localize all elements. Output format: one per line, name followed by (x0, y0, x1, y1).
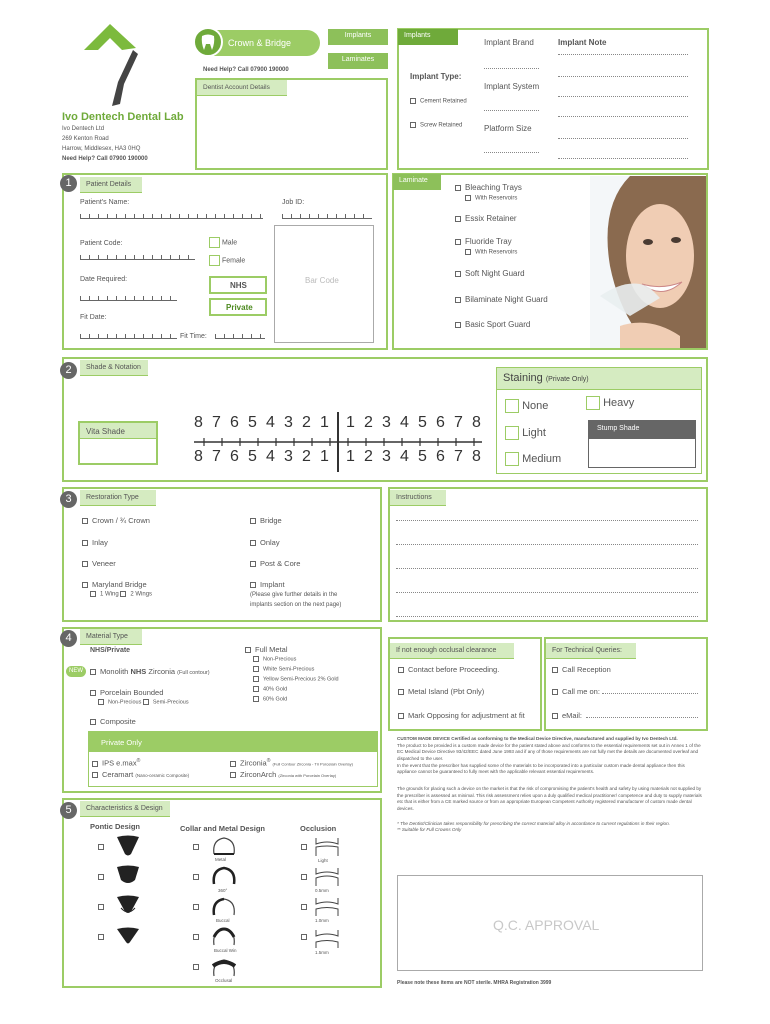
implant-note: (Please give further details in the (250, 592, 338, 598)
post-core-option[interactable]: Post & Core (250, 559, 300, 568)
tooth-number[interactable]: 5 (418, 414, 427, 431)
pontic-option[interactable] (98, 904, 108, 911)
instruction-line[interactable] (396, 520, 698, 521)
tooth-number[interactable]: 6 (436, 414, 445, 431)
tooth-number[interactable]: 2 (302, 448, 311, 465)
restoration-type-tab: Restoration Type (80, 490, 156, 506)
occlusion-tooth-icon (314, 928, 340, 950)
metal-40-gold[interactable]: 40% Gold (253, 686, 287, 692)
tooth-number[interactable]: 7 (212, 414, 221, 431)
occlusion-option[interactable] (301, 874, 311, 881)
platform-size-field[interactable] (484, 152, 539, 153)
zirconarch-option[interactable]: ZirconArch (Zirconia with Porcelain Overlay) (230, 770, 336, 779)
call-me-option[interactable]: Call me on: (552, 687, 600, 696)
pontic-shape-icon (115, 864, 141, 888)
sport-guard-option[interactable]: Basic Sport Guard (455, 320, 530, 329)
tooth-number[interactable]: 8 (472, 414, 481, 431)
implant-brand-label: Implant Brand (484, 38, 534, 47)
occlusion-level-label: 0.5mm (315, 888, 329, 893)
implant-note-line[interactable] (558, 76, 688, 77)
pontic-option[interactable] (98, 874, 108, 881)
lab-address-1: 269 Kenton Road (62, 136, 109, 142)
tooth-number[interactable]: 3 (284, 414, 293, 431)
clearance-tab: If not enough occlusal clearance (390, 643, 514, 659)
tooth-number[interactable]: 1 (346, 414, 355, 431)
fit-date-label: Fit Date: (80, 314, 107, 321)
stain-heavy-option[interactable]: Heavy (586, 396, 634, 410)
mark-opposing-option[interactable]: Mark Opposing for adjustment at fit (398, 711, 525, 720)
collar-option[interactable] (193, 934, 203, 941)
legal-note: ** Suitable for Full Crowns Only (397, 827, 462, 833)
tooth-number[interactable]: 6 (436, 448, 445, 465)
tooth-number[interactable]: 8 (194, 448, 203, 465)
legal-paragraph: In the event that the prescriber has supplied some of the materials to be incorporated into a particular custom made dental appliance then this appliance cannot be guaranteed to fully meet with the applicable relevant essential requirements. (397, 762, 685, 775)
pontic-shape-icon (115, 894, 141, 918)
fit-date-field[interactable] (80, 334, 177, 339)
occlusion-option[interactable] (301, 904, 311, 911)
collar-type-label: Buccal Win (214, 948, 237, 953)
male-option[interactable]: Male (209, 237, 237, 248)
tooth-number[interactable]: 7 (212, 448, 221, 465)
vita-shade-label: Vita Shade (80, 423, 156, 439)
pontic-shape-icon (115, 834, 141, 858)
wing-options[interactable]: 1 Wing 2 Wings (90, 591, 152, 598)
screw-retained-option[interactable]: Screw Retained (410, 122, 462, 129)
bleaching-trays-option[interactable]: Bleaching Trays (455, 183, 522, 192)
porcelain-metal-options[interactable]: Non-Precious Semi-Precious (98, 699, 189, 705)
new-badge: NEW (66, 666, 86, 677)
patient-code-label: Patient Code: (80, 240, 123, 247)
section-number: 5 (60, 802, 77, 819)
implant-note-line[interactable] (558, 158, 688, 159)
legal-note: * The Dentist/Clinician takes responsibility for prescribing the correct material/ alloy in accordance to current regulations in their region. (397, 820, 670, 826)
fluoride-tray-option[interactable]: Fluoride Tray (455, 237, 512, 246)
legal-paragraph: The grounds for placing such a device on the market is that the risk of compromising the patient's health and safety by using materials not supplied by the prescriber is assessed as minimal. This risk assessment relies upon a duly qualified medical practitioner/ competence and duty to supply materials etc that is either from a CE marked source or from an appropriate European Competent Authority registered manufacturer of custom made dental devices. (397, 785, 702, 811)
collar-type-label: 360° (218, 888, 228, 893)
occlusion-tooth-icon (314, 836, 340, 858)
stain-light-option[interactable]: Light (505, 426, 546, 440)
collar-option[interactable] (193, 964, 203, 971)
tooth-number[interactable]: 3 (284, 448, 293, 465)
implant-note-line[interactable] (558, 138, 688, 139)
crown-option[interactable]: Crown / ¾ Crown (82, 516, 150, 525)
qc-approval-label: Q.C. APPROVAL (493, 917, 600, 933)
call-me-field[interactable] (602, 693, 698, 694)
fit-time-label: Fit Time: (180, 333, 207, 340)
collar-tooth-icon (212, 927, 236, 947)
notation-grid (188, 410, 488, 474)
tooth-number[interactable]: 8 (472, 448, 481, 465)
job-id-label: Job ID: (282, 199, 305, 206)
occlusion-option[interactable] (301, 844, 311, 851)
collar-tooth-icon (212, 958, 236, 978)
patient-name-field[interactable] (80, 214, 263, 219)
tooth-number[interactable]: 2 (364, 448, 373, 465)
veneer-option[interactable]: Veneer (82, 559, 116, 568)
stain-medium-option[interactable]: Medium (505, 452, 561, 466)
email-option[interactable]: eMail: (552, 711, 582, 720)
tech-queries-tab: For Technical Queries: (546, 643, 636, 659)
cement-retained-option[interactable]: Cement Retained (410, 98, 467, 105)
soft-night-guard-option[interactable]: Soft Night Guard (455, 269, 525, 278)
occlusion-level-label: 1.5mm (315, 950, 329, 955)
instruction-line[interactable] (396, 568, 698, 569)
composite-option[interactable]: Composite (90, 717, 136, 726)
laminates-tab[interactable]: Laminates (328, 53, 388, 69)
job-id-field[interactable] (282, 214, 372, 219)
tooth-number[interactable]: 6 (230, 414, 239, 431)
pontic-design-label: Pontic Design (90, 822, 141, 831)
implant-option[interactable]: Implant (250, 580, 285, 589)
instruction-line[interactable] (396, 592, 698, 593)
collar-tooth-icon (212, 897, 236, 917)
private-label: Private (226, 303, 253, 312)
bilaminate-guard-option[interactable]: Bilaminate Night Guard (455, 295, 548, 304)
pontic-option[interactable] (98, 844, 108, 851)
tooth-number[interactable]: 4 (400, 448, 409, 465)
date-required-field[interactable] (80, 296, 177, 301)
tooth-number[interactable]: 2 (364, 414, 373, 431)
section-number: 4 (60, 630, 77, 647)
laminate-tab: Laminate (393, 174, 441, 190)
collar-tooth-icon (212, 836, 236, 856)
tooth-icon (193, 27, 223, 57)
zirconia-private-option[interactable]: Zirconia® (Full Contour Zirconia - Tri Porcelain Overlay) (230, 758, 353, 768)
instruction-line[interactable] (396, 544, 698, 545)
occlusion-level-label: Light (318, 858, 328, 863)
implant-note-line[interactable] (558, 96, 688, 97)
inlay-option[interactable]: Inlay (82, 538, 108, 547)
lab-company: Ivo Dentech Ltd (62, 126, 105, 132)
collar-option[interactable] (193, 874, 203, 881)
shade-notation-tab: Shade & Notation (80, 360, 148, 376)
tooth-number[interactable]: 4 (400, 414, 409, 431)
lab-logo (78, 20, 148, 108)
metal-white-semi[interactable]: White Semi-Precious (253, 666, 314, 672)
collar-type-label: Occlusal (215, 978, 233, 983)
patient-details-tab: Patient Details (80, 177, 142, 193)
implant-brand-field[interactable] (484, 68, 539, 69)
platform-size-label: Platform Size (484, 124, 532, 133)
call-reception-option[interactable]: Call Reception (552, 665, 611, 674)
tooth-number[interactable]: 6 (230, 448, 239, 465)
porcelain-bounded-option[interactable]: Porcelain Bounded (90, 688, 163, 697)
nhs-label: NHS (230, 281, 247, 290)
nhs-private-label: NHS/Private (90, 647, 131, 654)
metal-yellow-semi[interactable]: Yellow Semi-Precious 2% Gold (253, 676, 339, 682)
occlusion-tooth-icon (314, 896, 340, 918)
implant-type-label: Implant Type: (410, 72, 462, 81)
legal-text (397, 736, 703, 834)
patient-name-label: Patient's Name: (80, 199, 130, 206)
ips-emax-option[interactable]: IPS e.max® (92, 758, 140, 768)
stain-none-option[interactable]: None (505, 399, 548, 413)
bridge-option[interactable]: Bridge (250, 516, 282, 525)
material-type-tab: Material Type (80, 629, 142, 645)
instruction-line[interactable] (396, 616, 698, 617)
tooth-number[interactable]: 3 (382, 414, 391, 431)
tooth-number[interactable]: 5 (418, 448, 427, 465)
collar-tooth-icon (212, 866, 236, 886)
collar-option[interactable] (193, 844, 203, 851)
section-number: 2 (60, 362, 77, 379)
patient-code-field[interactable] (80, 255, 195, 260)
bleaching-reservoirs-option[interactable]: With Reservoirs (465, 195, 517, 202)
staining-label: Staining (Private Only) (503, 372, 589, 384)
section-number: 3 (60, 491, 77, 508)
tooth-number[interactable]: 1 (346, 448, 355, 465)
tooth-number[interactable]: 3 (382, 448, 391, 465)
monolith-zirconia-option[interactable]: Monolith NHS Zirconia (Full contour) (90, 667, 210, 676)
collar-type-label: Buccal (216, 918, 230, 923)
tooth-number[interactable]: 7 (454, 448, 463, 465)
tooth-number[interactable]: 8 (194, 414, 203, 431)
date-required-label: Date Required: (80, 276, 128, 283)
female-option[interactable]: Female (209, 255, 245, 266)
tooth-number[interactable]: 7 (454, 414, 463, 431)
tooth-number[interactable]: 4 (266, 414, 275, 431)
tooth-number[interactable]: 4 (266, 448, 275, 465)
implant-note-line[interactable] (558, 116, 688, 117)
onlay-option[interactable]: Onlay (250, 538, 280, 547)
implant-note: implants section on the next page) (250, 602, 342, 608)
implants-section-tab: Implants (398, 29, 458, 45)
collar-option[interactable] (193, 904, 203, 911)
need-help-text: Need Help? Call 07900 190000 (203, 67, 289, 73)
tooth-number[interactable]: 1 (320, 414, 329, 431)
occlusion-tooth-icon (314, 866, 340, 888)
full-metal-option[interactable]: Full Metal (245, 645, 288, 654)
occlusion-level-label: 1.0mm (315, 918, 329, 923)
pontic-shape-icon (115, 926, 141, 950)
dentist-account-tab: Dentist Account Details (197, 80, 287, 96)
legal-title: CUSTOM MADE DEVICE Certified as conforming to the Medical Device Directive, manufactured and supplied by Ivo Dentech Ltd. (397, 736, 678, 741)
maryland-bridge-option[interactable]: Maryland Bridge (82, 580, 147, 589)
implant-system-field[interactable] (484, 110, 539, 111)
section-number: 1 (60, 175, 77, 192)
metal-non-precious[interactable]: Non-Precious (253, 656, 296, 662)
fit-time-field[interactable] (215, 334, 265, 339)
email-field[interactable] (586, 717, 698, 718)
implant-system-label: Implant System (484, 82, 540, 91)
occlusion-option[interactable] (301, 934, 311, 941)
implant-note-label: Implant Note (558, 38, 607, 47)
tooth-number[interactable]: 5 (248, 448, 257, 465)
sterile-footer: Please note these items are NOT sterile. MHRA Registration 3999 (397, 980, 552, 986)
ceramart-option[interactable]: Ceramart (Nano-ceramic Composite) (92, 770, 189, 779)
legal-paragraph: The product to be provided is a custom made device for the patient stated above and conforms to the essential requirements set out in Annex 1 of the EC Medical Device Directive 93/42/EEC dated June 1993 and if any of those requirements are not fully met the details are documented overleaf and dispatched to the user. (397, 742, 701, 761)
metal-island-option[interactable]: Metal Island (Pbt Only) (398, 687, 484, 696)
essix-retainer-option[interactable]: Essix Retainer (455, 214, 517, 223)
smiling-woman-image (590, 176, 706, 348)
characteristics-tab: Characteristics & Design (80, 801, 170, 817)
implants-tab[interactable]: Implants (328, 29, 388, 45)
tooth-number[interactable]: 2 (302, 414, 311, 431)
implant-note-line[interactable] (558, 54, 688, 55)
stump-shade-label: Stump Shade (589, 421, 695, 439)
pontic-option[interactable] (98, 934, 108, 941)
collar-type-label: Metal (215, 857, 227, 862)
private-only-header: Private Only (89, 732, 377, 752)
metal-60-gold[interactable]: 60% Gold (253, 696, 287, 702)
fluoride-reservoirs-option[interactable]: With Reservoirs (465, 249, 517, 256)
tooth-number[interactable]: 1 (320, 448, 329, 465)
tooth-number[interactable]: 5 (248, 414, 257, 431)
lab-name: Ivo Dentech Dental Lab (62, 111, 184, 123)
crown-bridge-label: Crown & Bridge (228, 38, 292, 48)
instructions-tab: Instructions (390, 490, 446, 506)
lab-help: Need Help? Call 07900 190000 (62, 156, 148, 162)
bar-code-label: Bar Code (305, 276, 339, 285)
occlusion-label: Occlusion (300, 824, 337, 833)
contact-before-option[interactable]: Contact before Proceeding. (398, 665, 499, 674)
instructions-box (388, 487, 708, 622)
lab-address-2: Harrow, Middlesex, HA3 0HQ (62, 146, 141, 152)
collar-design-label: Collar and Metal Design (180, 824, 266, 833)
